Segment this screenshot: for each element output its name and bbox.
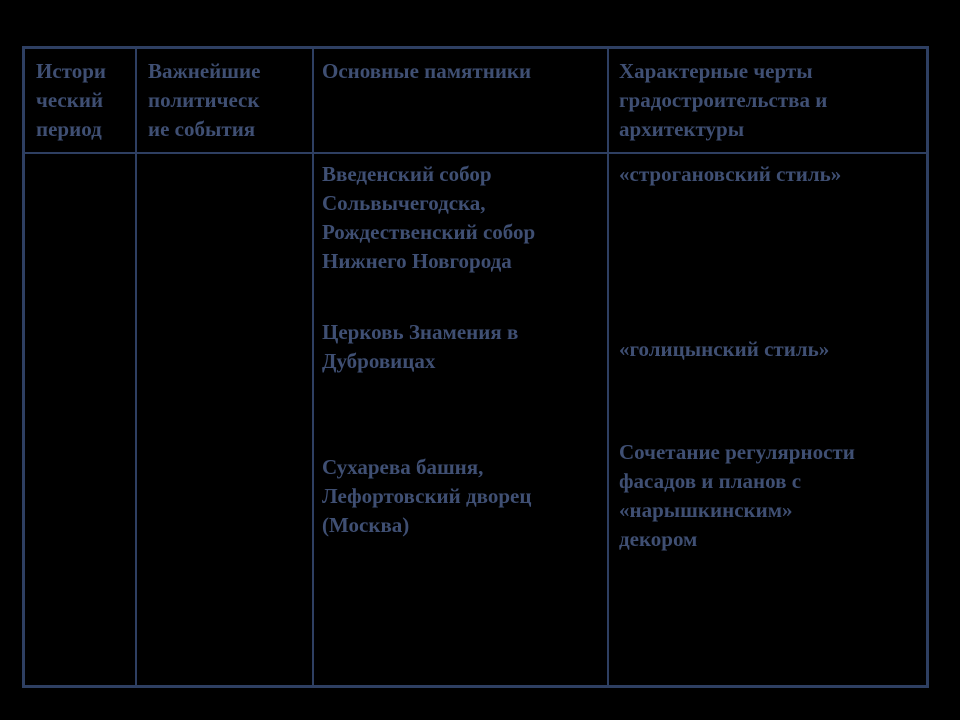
feature-golitsyn-style: «голицынский стиль» — [619, 337, 830, 361]
monument-sukhareva-lefortovo: Сухарева башня, Лефортовский дворец (Москва) — [322, 455, 532, 537]
architecture-table — [22, 46, 929, 688]
header-divider — [25, 152, 926, 154]
header-events: Важнейшие политическ ие события — [148, 59, 261, 141]
header-monuments: Основные памятники — [322, 59, 532, 83]
column-divider — [607, 49, 609, 685]
feature-naryshkin-decor: Сочетание регулярности фасадов и планов с «нарышкинским» декором — [619, 440, 855, 551]
header-features: Характерные черты градостроительства и архитектуры — [619, 59, 828, 141]
feature-stroganov-style: «строгановский стиль» — [619, 162, 842, 186]
column-divider — [312, 49, 314, 685]
monument-vvedensky-rozhdestvensky: Введенский собор Сольвычегодска, Рождественский собор Нижнего Новгорода — [322, 162, 536, 273]
header-period: Истори ческий период — [36, 59, 106, 141]
monument-znamenie-church: Церковь Знамения в Дубровицах — [322, 320, 519, 373]
column-divider — [135, 49, 137, 685]
